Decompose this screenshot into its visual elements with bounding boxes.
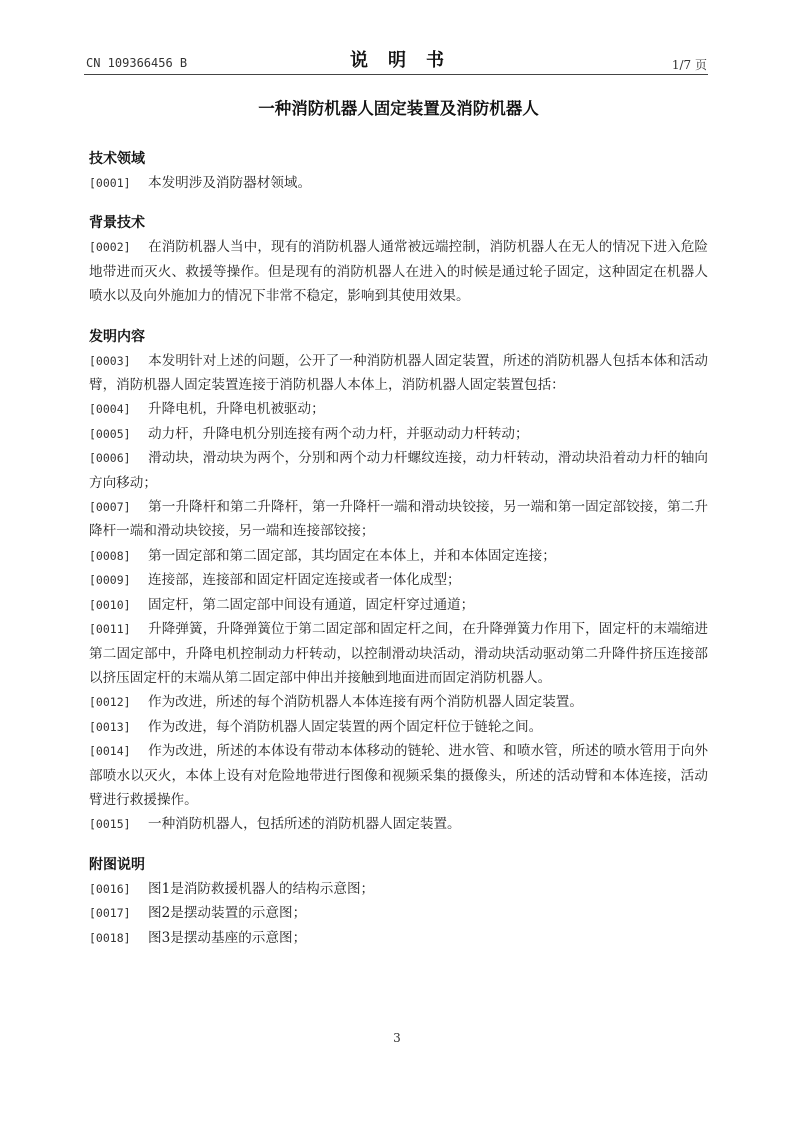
section	[89, 325, 708, 837]
paragraph-text: 本发明涉及消防器材领域。	[148, 175, 312, 191]
section-heading: 背景技术	[89, 215, 145, 232]
paragraph-number: [0002]	[89, 240, 131, 255]
paragraph-number: [0012]	[89, 695, 131, 710]
paragraph-number: [0003]	[89, 353, 131, 368]
page-count: 1/7 页	[671, 58, 707, 72]
paragraph-text: 固定杆，第二固定部中间设有通道，固定杆穿过通道；	[148, 596, 475, 613]
paragraph-text: 本发明针对上述的问题，公开了一种消防机器人固定装置，所述的消防机器人包括本体和活动臂，消防机器人固定装置连接于消防机器人本体上，消防机器人固定装置包括：	[89, 352, 708, 394]
paragraph-text: 滑动块，滑动块为两个，分别和两个动力杆螺纹连接，动力杆转动，滑动块沿着动力杆的轴向方向移动；	[89, 450, 708, 491]
paragraph-text: 动力杆，升降电机分别连接有两个动力杆，并驱动动力杆转动；	[148, 425, 529, 442]
paragraph-number: [0001]	[89, 176, 131, 190]
paragraph	[89, 877, 708, 901]
paragraph	[89, 544, 708, 568]
paragraph-text: 在消防机器人当中，现有的消防机器人通常被远端控制，消防机器人在无人的情况下进入危险地带进而灭火、救援等操作。但是现有的消防机器人在进入的时候是通过轮子固定，这种固定在机器人喷水以及向外施加力的情况下非常不稳定，影响到其使用效果。	[89, 239, 708, 305]
paragraph	[89, 739, 708, 812]
paragraph-text: 连接部，连接部和固定杆固定连接或者一体化成型；	[148, 572, 461, 589]
section	[89, 853, 708, 950]
paragraph-text: 作为改进，每个消防机器人固定装置的两个固定杆位于链轮之间。	[148, 718, 543, 735]
document-title: 一种消防机器人固定装置及消防机器人	[258, 99, 539, 118]
paragraph	[89, 593, 708, 617]
paragraph-number: [0018]	[89, 930, 131, 945]
paragraph	[89, 397, 708, 421]
paragraph	[89, 235, 708, 308]
paragraph-number: [0017]	[89, 906, 131, 921]
paragraph-text: 第一升降杆和第二升降杆，第一升降杆一端和滑动块铰接，另一端和第一固定部铰接，第二升降杆一端和滑动块铰接，另一端和连接部铰接；	[89, 499, 708, 540]
paragraph	[89, 901, 708, 925]
paragraph-text: 升降弹簧，升降弹簧位于第二固定部和固定杆之间，在升降弹簧力作用下，固定杆的末端缩进第二固定部中，升降电机控制动力杆转动，以控制滑动块活动，滑动块活动驱动第二升降件挤压连接部以挤压固定杆的末端从第二固定部中伸出并接触到地面进而固定消防机器人。	[89, 621, 708, 686]
paragraph-number: [0015]	[89, 817, 131, 832]
sections-container	[89, 147, 708, 950]
paragraph	[89, 715, 708, 739]
paragraph-number: [0005]	[89, 426, 131, 441]
section-heading: 发明内容	[89, 328, 145, 345]
paragraph-text: 图3是摆动基座的示意图；	[148, 929, 307, 946]
paragraph	[89, 926, 708, 950]
paragraph-text: 作为改进，所述的每个消防机器人本体连接有两个消防机器人固定装置。	[148, 694, 583, 711]
paragraph-text: 第一固定部和第二固定部，其均固定在本体上，并和本体固定连接；	[148, 547, 556, 564]
paragraph-number: [0006]	[89, 451, 131, 466]
paragraph-number: [0014]	[89, 744, 131, 759]
paragraph-number: [0011]	[89, 622, 131, 637]
page-header	[0, 0, 794, 80]
paragraph-number: [0010]	[89, 597, 131, 612]
paragraph-number: [0013]	[89, 719, 131, 734]
document-number: CN 109366456 B	[86, 56, 188, 70]
section-heading: 附图说明	[89, 856, 145, 873]
paragraph-text: 作为改进，所述的本体设有带动本体移动的链轮、进水管、和喷水管，所述的喷水管用于向外部喷水以灭火，本体上设有对危险地带进行图像和视频采集的摄像头，所述的活动臂和本体连接，活动臂进行救援操作。	[89, 743, 708, 808]
paragraph-text: 图2是摆动装置的示意图；	[148, 905, 307, 922]
paragraph	[89, 812, 708, 836]
paragraph-number: [0007]	[89, 500, 131, 515]
paragraph-text: 图1是消防救援机器人的结构示意图；	[148, 880, 375, 897]
header-divider	[84, 74, 708, 75]
paragraph	[89, 568, 708, 592]
paragraph	[89, 446, 708, 495]
section	[89, 211, 708, 308]
paragraph	[89, 422, 708, 446]
paragraph-number: [0008]	[89, 548, 131, 563]
paragraph	[89, 349, 708, 398]
document-body	[89, 97, 708, 966]
paragraph-text: 升降电机，升降电机被驱动；	[148, 401, 325, 418]
paragraph	[89, 495, 708, 544]
paragraph	[89, 617, 708, 690]
section-heading: 技术领域	[89, 151, 145, 167]
section	[89, 147, 708, 195]
paragraph-number: [0004]	[89, 402, 131, 417]
page-number: 3	[393, 1031, 401, 1045]
paragraph-text: 一种消防机器人，包括所述的消防机器人固定装置。	[148, 816, 461, 833]
paragraph-number: [0016]	[89, 881, 131, 896]
paragraph-number: [0009]	[89, 573, 131, 588]
document-kind-heading: 说明书	[350, 50, 464, 71]
paragraph	[89, 690, 708, 714]
paragraph	[89, 171, 708, 195]
